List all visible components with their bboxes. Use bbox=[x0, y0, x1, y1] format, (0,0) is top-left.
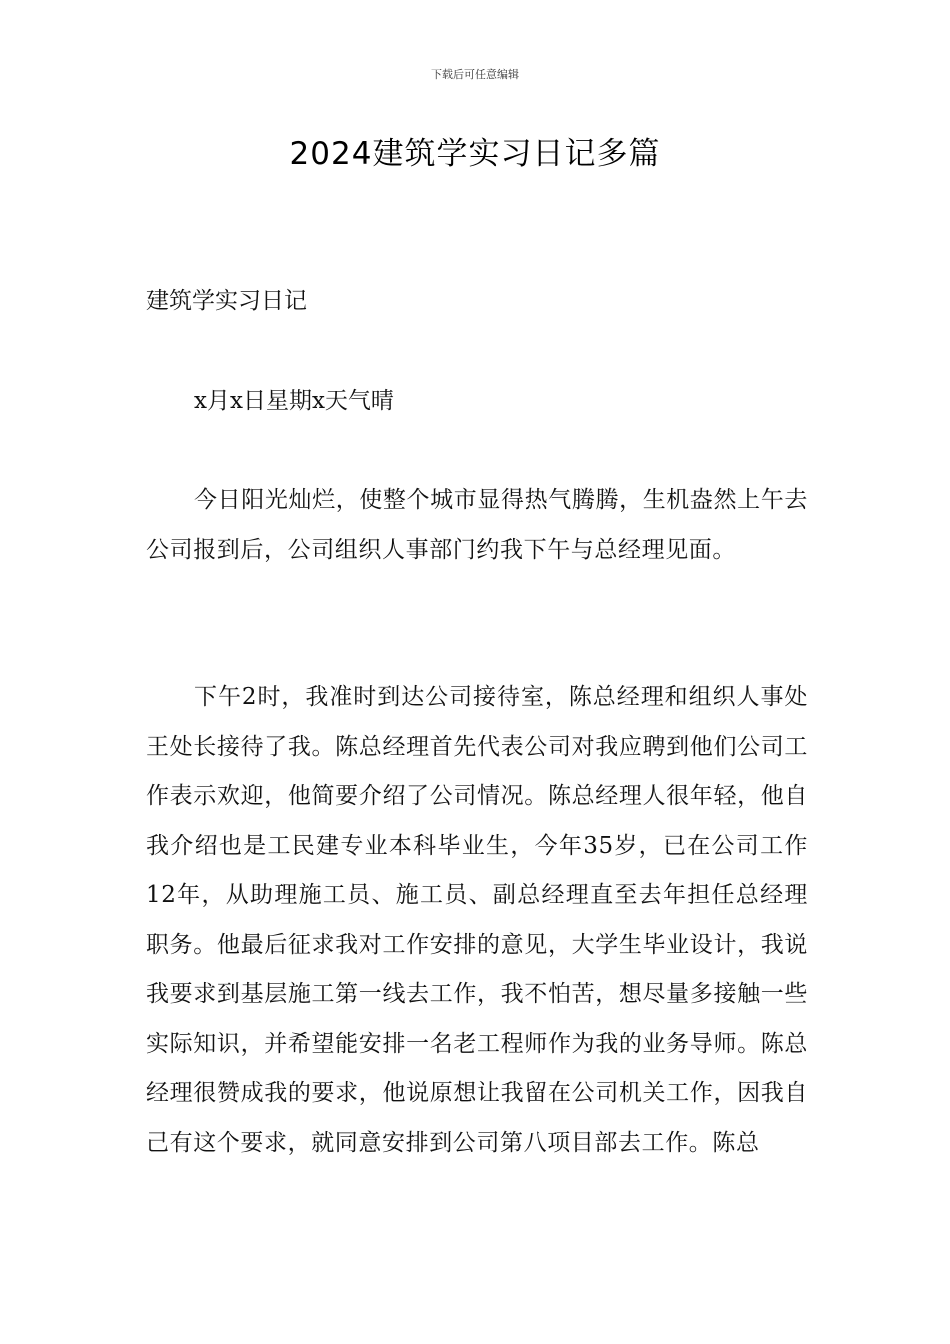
paragraph-2: 下午2时，我准时到达公司接待室，陈总经理和组织人事处王处长接待了我。陈总经理首先代表公司对我应聘到他们公司工作表示欢迎，他简要介绍了公司情况。陈总经理人很年轻，他自我介绍也是工民建专业本科毕业生，今年35岁，已在公司工作12年，从助理施工员、施工员、副总经理直至去年担任总经理职务。他最后征求我对工作安排的意见，大学生毕业设计，我说我要求到基层施工第一线去工作，我不怕苦，想尽量多接触一些实际知识，并希望能安排一名老工程师作为我的业务导师。陈总经理很赞成我的要求，他说原想让我留在公司机关工作，因我自己有这个要求，就同意安排到公司第八项目部去工作。陈总 bbox=[146, 684, 808, 1156]
diary-date-line: x月x日星期x天气晴 bbox=[194, 388, 394, 414]
header-note: 下载后可任意编辑 bbox=[431, 68, 519, 81]
section-heading: 建筑学实习日记 bbox=[146, 288, 307, 314]
paragraph-1: 今日阳光灿烂，使整个城市显得热气腾腾，生机盎然上午去公司报到后，公司组织人事部门约我下午与总经理见面。 bbox=[146, 487, 808, 563]
document-title: 2024建筑学实习日记多篇 bbox=[289, 136, 661, 172]
